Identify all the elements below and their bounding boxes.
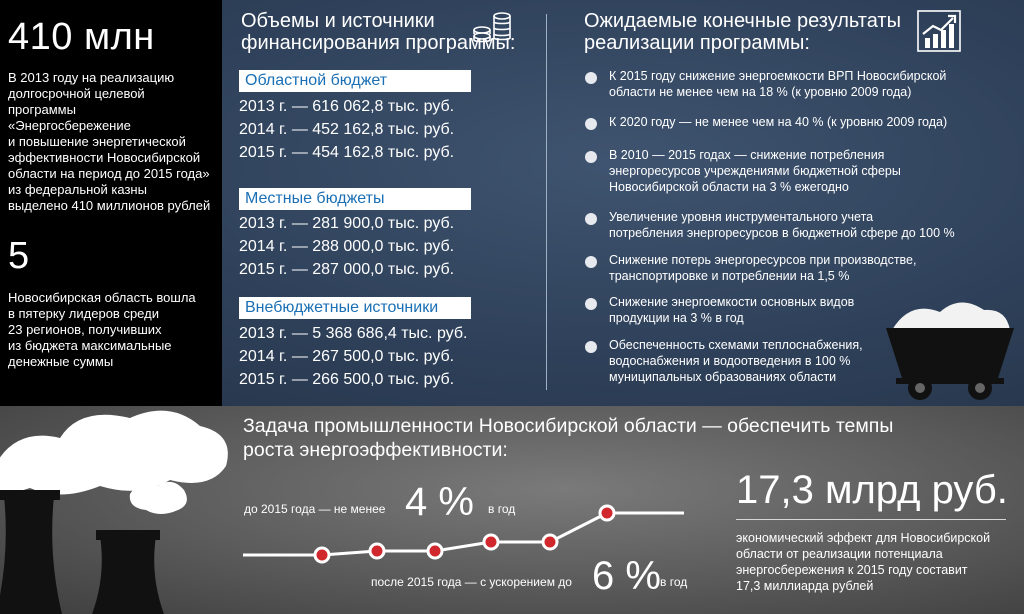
stat-410-description: В 2013 году на реализацию долгосрочной целевой программы «Энергосбережение и повышение энергетической эффективности Новосибирской области на период до 2015 года» из федеральной казны выделено 410 миллионов рублей (8, 70, 211, 213)
local-row: 2015 г. — 287 000,0 тыс. руб. (239, 261, 455, 278)
after-2015-suffix: в год (660, 575, 688, 589)
section-label-offbudget: Внебюджетные источники (239, 297, 471, 319)
task-title: Задача промышленности Новосибирской области — обеспечить темпы роста энергоэффективности: (243, 415, 894, 461)
regional-row: 2013 г. — 616 062,8 тыс. руб. (239, 98, 455, 115)
stat-410-million: 410 млн (8, 16, 155, 58)
economic-effect-value: 17,3 млрд руб. (736, 468, 1008, 512)
growth-point (543, 535, 557, 549)
local-row: 2014 г. — 288 000,0 тыс. руб. (239, 238, 455, 255)
offbudget-row: 2014 г. — 267 500,0 тыс. руб. (239, 348, 455, 365)
result-item: К 2020 году — не менее чем на 40 % (к уровню 2009 года) (609, 115, 948, 129)
before-2015-label: до 2015 года — не менее (244, 502, 386, 516)
finance-title: Объемы и источники финансирования программы: (241, 10, 516, 54)
stat-5: 5 (8, 235, 30, 277)
growth-point (484, 535, 498, 549)
after-2015-value: 6 % (592, 554, 661, 598)
result-item: К 2015 году снижение энергоемкости ВРП Новосибирской области не менее чем на 18 % (к уровню 2009 года) (609, 69, 947, 99)
result-item: Снижение потерь энергоресурсов при производстве, транспортировке и потреблении на 1,5 % (609, 253, 917, 283)
offbudget-row: 2015 г. — 266 500,0 тыс. руб. (239, 371, 455, 388)
growth-point (315, 548, 329, 562)
growth-point (370, 544, 384, 558)
offbudget-row: 2013 г. — 5 368 686,4 тыс. руб. (239, 325, 468, 342)
stat-5-description: Новосибирская область вошла в пятерку лидеров среди 23 регионов, получивших из бюджета максимальные денежные суммы (8, 290, 196, 369)
before-2015-value: 4 % (405, 480, 474, 524)
result-item: Обеспеченность схемами теплоснабжения, водоснабжения и водоотведения в 100 % муниципальных образованиях области (609, 338, 863, 384)
effect-underline (736, 519, 1006, 520)
regional-row: 2015 г. — 454 162,8 тыс. руб. (239, 144, 455, 161)
regional-row: 2014 г. — 452 162,8 тыс. руб. (239, 121, 455, 138)
after-2015-label: после 2015 года — с ускорением до (371, 575, 572, 589)
growth-point (428, 544, 442, 558)
economic-effect-description: экономический эффект для Новосибирской области от реализации потенциала энергосбережения к 2015 году составит 17,3 миллиарда рублей (736, 531, 991, 593)
result-item: В 2010 — 2015 годах — снижение потребления энергоресурсов учреждениями бюджетной сферы Новосибирской области на 3 % ежегодно (609, 148, 901, 194)
section-label-local: Местные бюджеты (239, 188, 471, 210)
result-item: Снижение энергоемкости основных видов продукции на 3 % в год (609, 295, 855, 325)
results-title: Ожидаемые конечные результаты реализации программы: (584, 10, 901, 54)
local-row: 2013 г. — 281 900,0 тыс. руб. (239, 215, 455, 232)
section-label-regional: Областной бюджет (239, 70, 471, 92)
result-item: Увеличение уровня инструментального учета потребления энергоресурсов в бюджетной сфере до 100 % (609, 210, 955, 240)
before-2015-suffix: в год (488, 502, 516, 516)
growth-point (600, 506, 614, 520)
